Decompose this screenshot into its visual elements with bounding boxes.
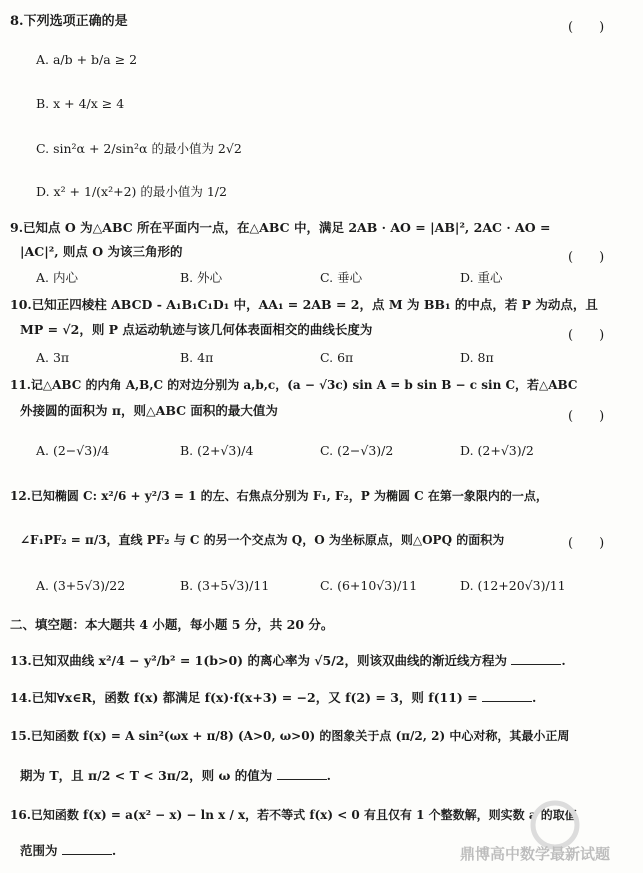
q11-stem-line2: 外接圆的面积为 π，则△ABC 面积的最大值为: [20, 403, 278, 418]
q13-stem: 13.已知双曲线 x²/4 − y²/b² = 1(b>0) 的离心率为 √5/2，则该双曲线的渐近线方程为 .: [10, 653, 566, 668]
q9-option-b: B. 外心: [180, 270, 223, 285]
q9-option-d: D. 重心: [460, 270, 503, 285]
q12-stem-line1: 12.已知椭圆 C: x²/6 + y²/3 = 1 的左、右焦点分别为 F₁, F₂，P 为椭圆 C 在第一象限内的一点，: [10, 489, 548, 503]
q16-answer-blank[interactable]: [62, 842, 112, 855]
q9-stem-line1: 9.已知点 O 为△ABC 所在平面内一点，在△ABC 中，满足 2AB · AO = |AB|², 2AC · AO =: [10, 220, 551, 235]
q11-stem-line1: 11.记△ABC 的内角 A,B,C 的对边分别为 a,b,c，(a − √3c) sin A = b sin B − c sin C，若△ABC: [10, 378, 578, 392]
q8-option-d: D. x² + 1/(x²+2) 的最小值为 1/2: [36, 184, 227, 199]
q9-answer-paren: ( ): [568, 250, 605, 265]
q12-answer-paren: ( ): [568, 536, 605, 551]
q9-option-c: C. 垂心: [320, 270, 363, 285]
q9-option-a: A. 内心: [36, 270, 78, 285]
q15-stem-line1: 15.已知函数 f(x) = A sin²(ωx + π/8) (A>0, ω>0) 的图象关于点 (π/2, 2) 中心对称，其最小正周: [10, 729, 570, 743]
q8-option-b: B. x + 4/x ≥ 4: [36, 96, 125, 111]
q15-answer-blank[interactable]: [277, 767, 327, 780]
q13-answer-blank[interactable]: [511, 652, 561, 665]
q8-option-c: C. sin²α + 2/sin²α 的最小值为 2√2: [36, 141, 242, 156]
q11-option-b: B. (2+√3)/4: [180, 443, 254, 458]
q10-option-b: B. 4π: [180, 350, 214, 365]
section-2-heading: 二、填空题：本大题共 4 小题，每小题 5 分，共 20 分。: [10, 617, 334, 632]
q12-stem-line2: ∠F₁PF₂ = π/3，直线 PF₂ 与 C 的另一个交点为 Q，O 为坐标原点，则△OPQ 的面积为: [20, 533, 505, 547]
q14-text: 14.已知∀x∈R，函数 f(x) 都满足 f(x)·f(x+3) = −2，又 f(2) = 3，则 f(11) =: [10, 690, 478, 705]
q16-stem-line1: 16.已知函数 f(x) = a(x² − x) − ln x / x，若不等式 f(x) < 0 有且仅有 1 个整数解，则实数 a 的取值: [10, 808, 577, 822]
q10-option-d: D. 8π: [460, 350, 494, 365]
q13-text: 13.已知双曲线 x²/4 − y²/b² = 1(b>0) 的离心率为 √5/2，则该双曲线的渐近线方程为: [10, 653, 507, 668]
watermark-text: 鼎博高中数学最新试题: [460, 846, 611, 863]
q8-option-a: A. a/b + b/a ≥ 2: [36, 52, 138, 67]
q10-stem-line1: 10.已知正四棱柱 ABCD - A₁B₁C₁D₁ 中，AA₁ = 2AB = 2，点 M 为 BB₁ 的中点，若 P 为动点，且: [10, 297, 598, 312]
q16-stem-line2: 范围为 .: [20, 843, 117, 858]
q8-answer-paren: ( ): [568, 20, 605, 35]
q15-stem-line2: 期为 T，且 π/2 < T < 3π/2，则 ω 的值为 .: [20, 768, 332, 783]
q10-stem-line2: MP = √2，则 P 点运动轨迹与该几何体表面相交的曲线长度为: [20, 322, 373, 337]
q11-option-a: A. (2−√3)/4: [36, 443, 110, 458]
q9-stem-line2: |AC|², 则点 O 为该三角形的: [20, 244, 183, 259]
q12-option-c: C. (6+10√3)/11: [320, 578, 418, 593]
q10-option-c: C. 6π: [320, 350, 354, 365]
q14-stem: 14.已知∀x∈R，函数 f(x) 都满足 f(x)·f(x+3) = −2，又 f(2) = 3，则 f(11) = .: [10, 690, 537, 705]
q12-option-a: A. (3+5√3)/22: [36, 578, 126, 593]
q12-option-b: B. (3+5√3)/11: [180, 578, 270, 593]
q12-option-d: D. (12+20√3)/11: [460, 578, 566, 593]
q11-option-d: D. (2+√3)/2: [460, 443, 534, 458]
q15-text-line2: 期为 T，且 π/2 < T < 3π/2，则 ω 的值为: [20, 768, 273, 783]
q8-stem: 8.下列选项正确的是: [10, 14, 128, 29]
q10-answer-paren: ( ): [568, 328, 605, 343]
q10-option-a: A. 3π: [36, 350, 70, 365]
q14-answer-blank[interactable]: [482, 689, 532, 702]
q11-answer-paren: ( ): [568, 409, 605, 424]
q11-option-c: C. (2−√3)/2: [320, 443, 394, 458]
q16-text-line2: 范围为: [20, 843, 58, 858]
